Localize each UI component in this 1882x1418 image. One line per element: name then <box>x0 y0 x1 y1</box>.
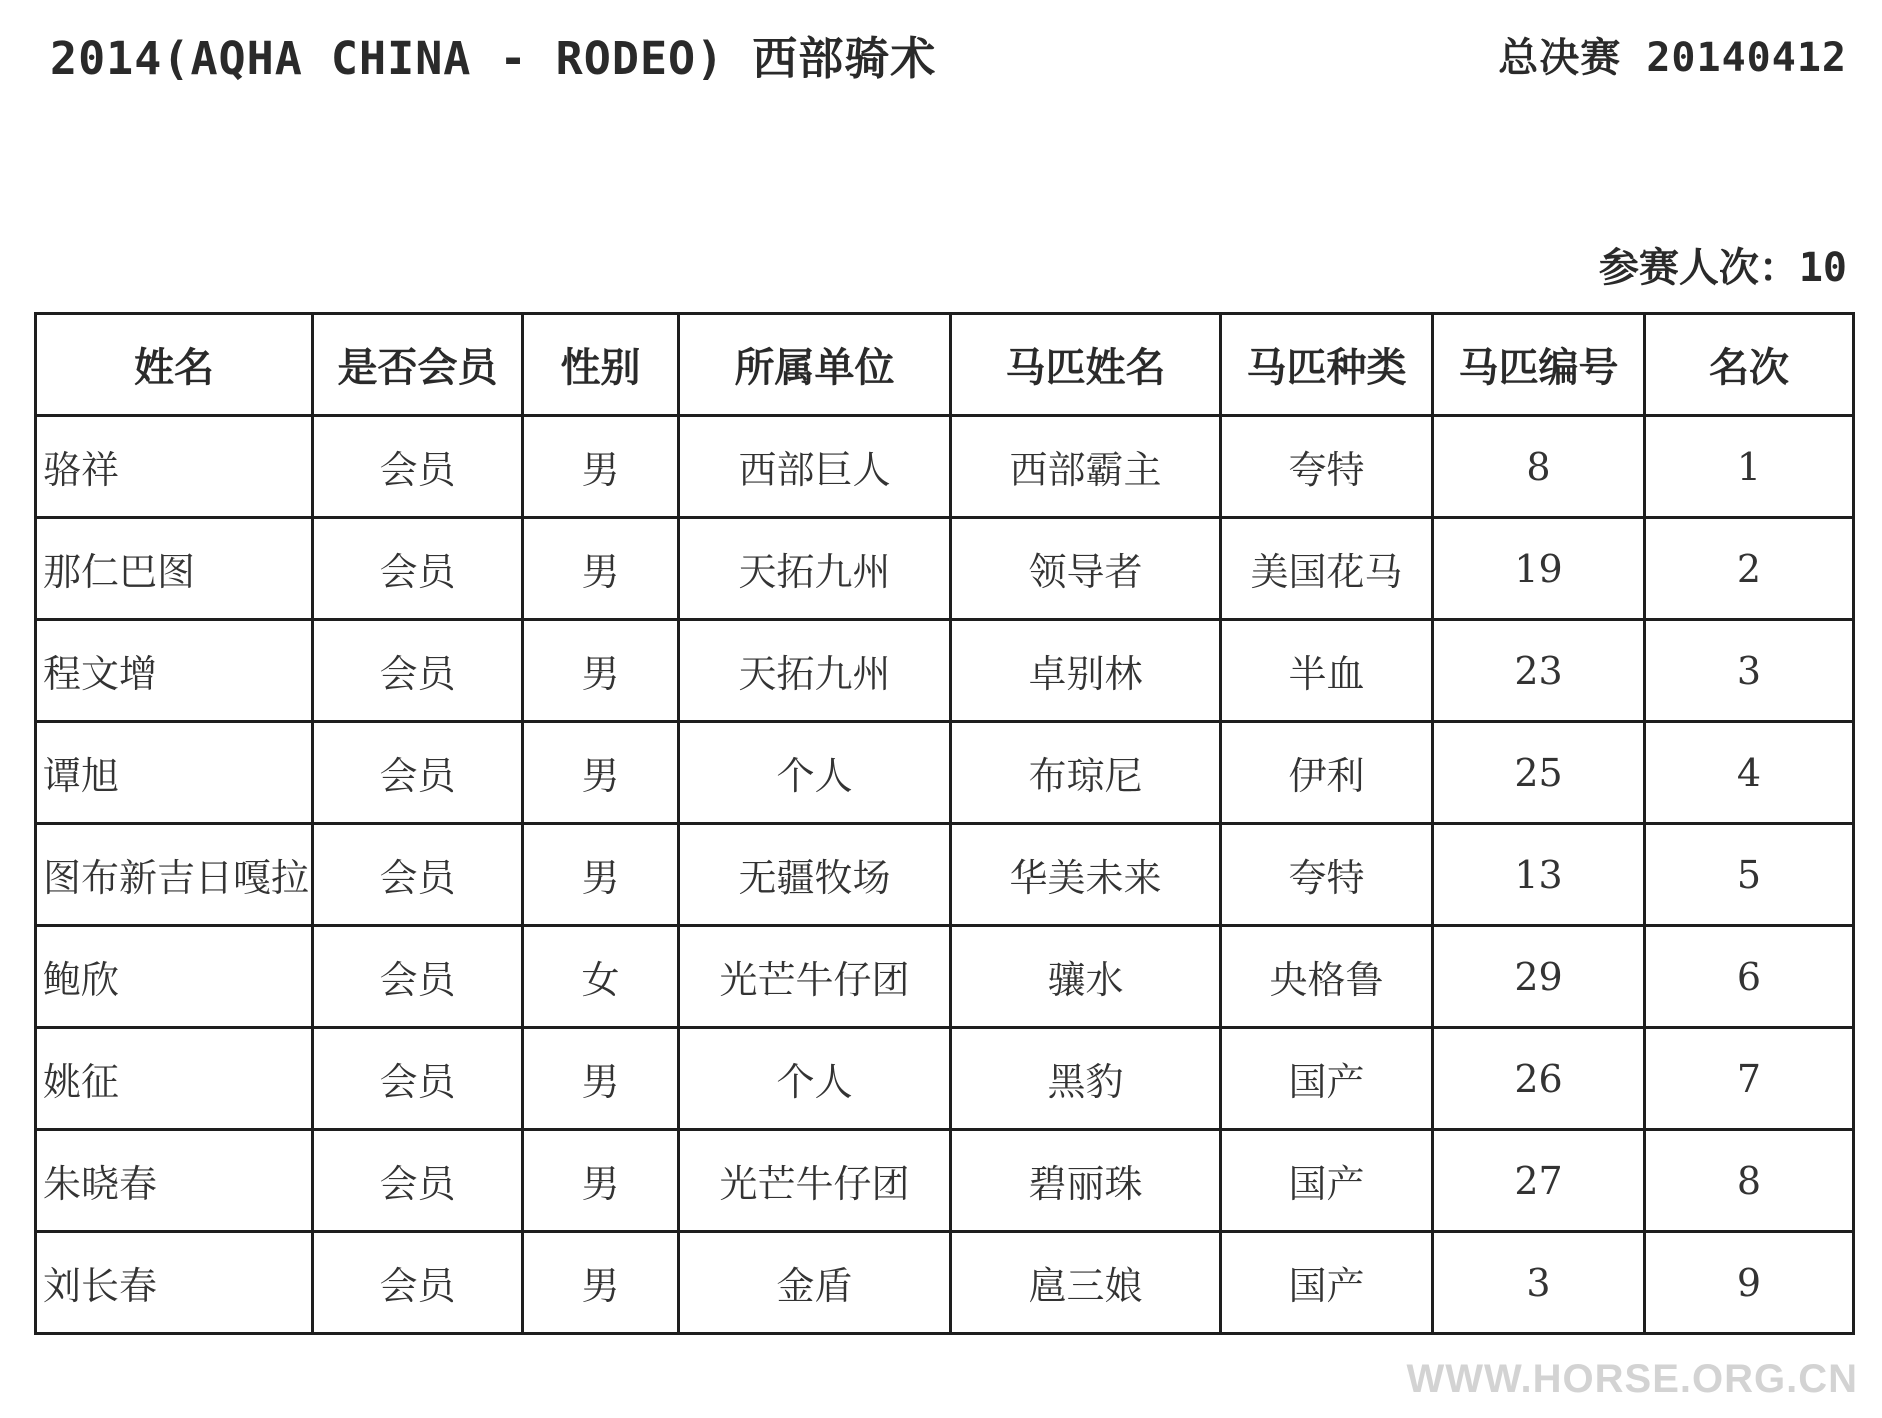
cell-affiliation: 个人 <box>679 722 951 824</box>
cell-rider-name: 谭旭 <box>36 722 313 824</box>
cell-affiliation: 光芒牛仔团 <box>679 1130 951 1232</box>
cell-horse-number: 27 <box>1433 1130 1645 1232</box>
cell-rank: 5 <box>1645 824 1854 926</box>
cell-gender: 女 <box>523 926 679 1028</box>
cell-horse-number: 23 <box>1433 620 1645 722</box>
table-row <box>36 620 1854 722</box>
table-row <box>36 518 1854 620</box>
cell-rider-name: 图布新吉日嘎拉 <box>36 824 313 926</box>
header-affiliation: 所属单位 <box>679 314 951 416</box>
cell-affiliation: 天拓九州 <box>679 620 951 722</box>
cell-horse-breed: 央格鲁 <box>1221 926 1433 1028</box>
site-watermark: WWW.HORSE.ORG.CN <box>1406 1357 1858 1401</box>
cell-rank: 3 <box>1645 620 1854 722</box>
header-horse-name: 马匹姓名 <box>951 314 1221 416</box>
cell-horse-name: 扈三娘 <box>951 1232 1221 1334</box>
cell-affiliation: 西部巨人 <box>679 416 951 518</box>
cell-horse-name: 华美未来 <box>951 824 1221 926</box>
header-is-member: 是否会员 <box>313 314 523 416</box>
cell-horse-number: 26 <box>1433 1028 1645 1130</box>
cell-horse-number: 19 <box>1433 518 1645 620</box>
cell-horse-number: 3 <box>1433 1232 1645 1334</box>
header-rider-name: 姓名 <box>36 314 313 416</box>
header-horse-breed: 马匹种类 <box>1221 314 1433 416</box>
cell-is-member: 会员 <box>313 1232 523 1334</box>
table-row <box>36 1232 1854 1334</box>
header-horse-number: 马匹编号 <box>1433 314 1645 416</box>
cell-horse-breed: 半血 <box>1221 620 1433 722</box>
cell-is-member: 会员 <box>313 518 523 620</box>
cell-horse-name: 黑豹 <box>951 1028 1221 1130</box>
cell-affiliation: 天拓九州 <box>679 518 951 620</box>
cell-rank: 6 <box>1645 926 1854 1028</box>
cell-rider-name: 姚征 <box>36 1028 313 1130</box>
cell-gender: 男 <box>523 1028 679 1130</box>
table-row <box>36 1028 1854 1130</box>
cell-gender: 男 <box>523 1232 679 1334</box>
cell-horse-breed: 夸特 <box>1221 824 1433 926</box>
cell-is-member: 会员 <box>313 1130 523 1232</box>
header-rank: 名次 <box>1645 314 1854 416</box>
cell-horse-name: 骧水 <box>951 926 1221 1028</box>
cell-rank: 8 <box>1645 1130 1854 1232</box>
cell-is-member: 会员 <box>313 1028 523 1130</box>
table-row <box>36 416 1854 518</box>
cell-rider-name: 程文增 <box>36 620 313 722</box>
cell-horse-breed: 美国花马 <box>1221 518 1433 620</box>
cell-affiliation: 光芒牛仔团 <box>679 926 951 1028</box>
cell-rank: 4 <box>1645 722 1854 824</box>
table-row <box>36 926 1854 1028</box>
cell-horse-breed: 国产 <box>1221 1028 1433 1130</box>
cell-rider-name: 骆祥 <box>36 416 313 518</box>
cell-affiliation: 金盾 <box>679 1232 951 1334</box>
table-row <box>36 722 1854 824</box>
cell-is-member: 会员 <box>313 824 523 926</box>
cell-rider-name: 朱晓春 <box>36 1130 313 1232</box>
results-table <box>34 312 1855 1335</box>
cell-horse-breed: 国产 <box>1221 1130 1433 1232</box>
cell-horse-name: 领导者 <box>951 518 1221 620</box>
cell-is-member: 会员 <box>313 926 523 1028</box>
cell-rider-name: 刘长春 <box>36 1232 313 1334</box>
cell-horse-name: 西部霸主 <box>951 416 1221 518</box>
cell-horse-name: 碧丽珠 <box>951 1130 1221 1232</box>
cell-gender: 男 <box>523 824 679 926</box>
cell-gender: 男 <box>523 722 679 824</box>
cell-rank: 2 <box>1645 518 1854 620</box>
cell-rank: 9 <box>1645 1232 1854 1334</box>
cell-horse-number: 25 <box>1433 722 1645 824</box>
cell-gender: 男 <box>523 518 679 620</box>
cell-rider-name: 鲍欣 <box>36 926 313 1028</box>
cell-horse-number: 29 <box>1433 926 1645 1028</box>
cell-horse-number: 8 <box>1433 416 1645 518</box>
cell-gender: 男 <box>523 416 679 518</box>
cell-rank: 7 <box>1645 1028 1854 1130</box>
cell-gender: 男 <box>523 620 679 722</box>
cell-horse-name: 布琼尼 <box>951 722 1221 824</box>
participant-count: 参赛人次：10 <box>1598 245 1847 291</box>
document-title: 2014(AQHA CHINA - RODEO) 西部骑术 <box>50 32 937 85</box>
header-gender: 性别 <box>523 314 679 416</box>
cell-horse-name: 卓别林 <box>951 620 1221 722</box>
table-row <box>36 824 1854 926</box>
cell-gender: 男 <box>523 1130 679 1232</box>
cell-is-member: 会员 <box>313 620 523 722</box>
cell-is-member: 会员 <box>313 722 523 824</box>
cell-horse-number: 13 <box>1433 824 1645 926</box>
cell-rank: 1 <box>1645 416 1854 518</box>
cell-rider-name: 那仁巴图 <box>36 518 313 620</box>
table-row <box>36 1130 1854 1232</box>
table-header-row <box>36 314 1854 416</box>
cell-affiliation: 个人 <box>679 1028 951 1130</box>
cell-horse-breed: 夸特 <box>1221 416 1433 518</box>
event-date-header: 总决赛 20140412 <box>1498 35 1847 81</box>
cell-horse-breed: 国产 <box>1221 1232 1433 1334</box>
cell-horse-breed: 伊利 <box>1221 722 1433 824</box>
cell-affiliation: 无疆牧场 <box>679 824 951 926</box>
cell-is-member: 会员 <box>313 416 523 518</box>
